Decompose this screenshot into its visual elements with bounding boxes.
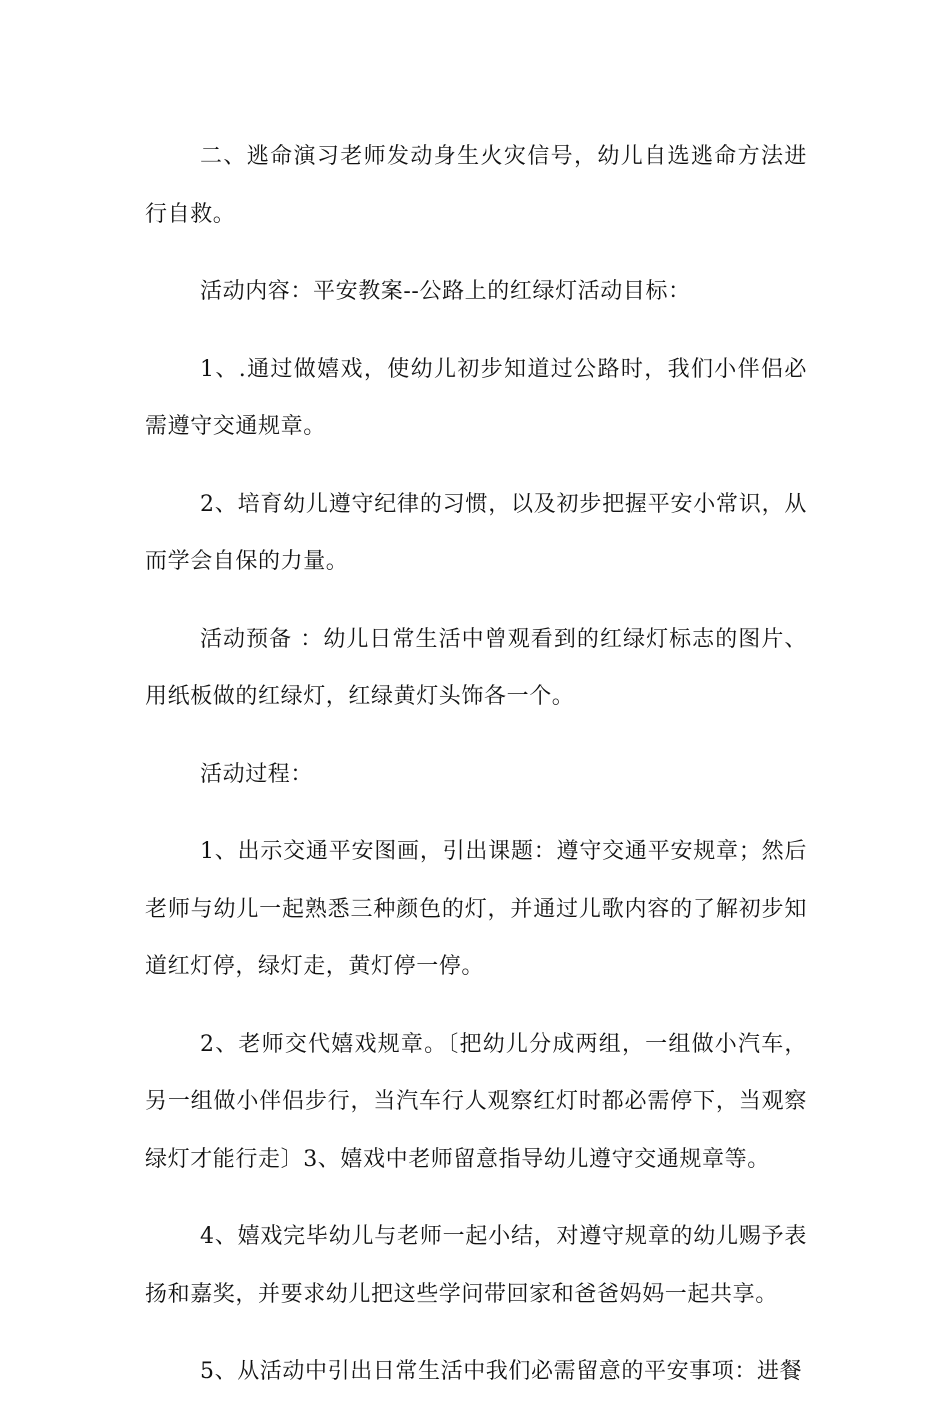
paragraph-goal-2: 2、培育幼儿遵守纪律的习惯，以及初步把握平安小常识，从而学会自保的力量。 (145, 491, 807, 574)
document-body (145, 128, 807, 1421)
paragraph-step-1: 1、出示交通平安图画，引出课题：遵守交通平安规章；然后老师与幼儿一起熟悉三种颜色的灯，并通过儿歌内容的了解初步知道红灯停，绿灯走，黄灯停一停。 (145, 839, 807, 979)
paragraph-preparation: 活动预备 ：幼儿日常生活中曾观看到的红绿灯标志的图片、用纸板做的红绿灯，红绿黄灯头饰各一个。 (145, 626, 807, 709)
paragraph-goal-1: 1、.通过做嬉戏，使幼儿初步知道过公路时，我们小伴侣必需遵守交通规章。 (145, 356, 807, 439)
paragraph-step-2-3: 2、老师交代嬉戏规章。〔把幼儿分成两组，一组做小汽车，另一组做小伴侣步行，当汽车行人观察红灯时都必需停下，当观察绿灯才能行走〕3、嬉戏中老师留意指导幼儿遵守交通规章等。 (145, 1031, 807, 1172)
paragraph-step-5: 5、从活动中引出日常生活中我们必需留意的平安事项：进餐 (200, 1359, 803, 1384)
paragraph-process-heading: 活动过程： (200, 761, 314, 787)
paragraph-evacuation-drill: 二、逃命演习老师发动身生火灾信号，幼儿自选逃命方法进行自救。 (145, 144, 807, 227)
paragraph-activity-content: 活动内容：平安教案--公路上的红绿灯活动目标： (200, 279, 691, 304)
paragraph-step-4: 4、嬉戏完毕幼儿与老师一起小结，对遵守规章的幼儿赐予表扬和嘉奖，并要求幼儿把这些学问带回家和爸爸妈妈一起共享。 (145, 1224, 807, 1307)
